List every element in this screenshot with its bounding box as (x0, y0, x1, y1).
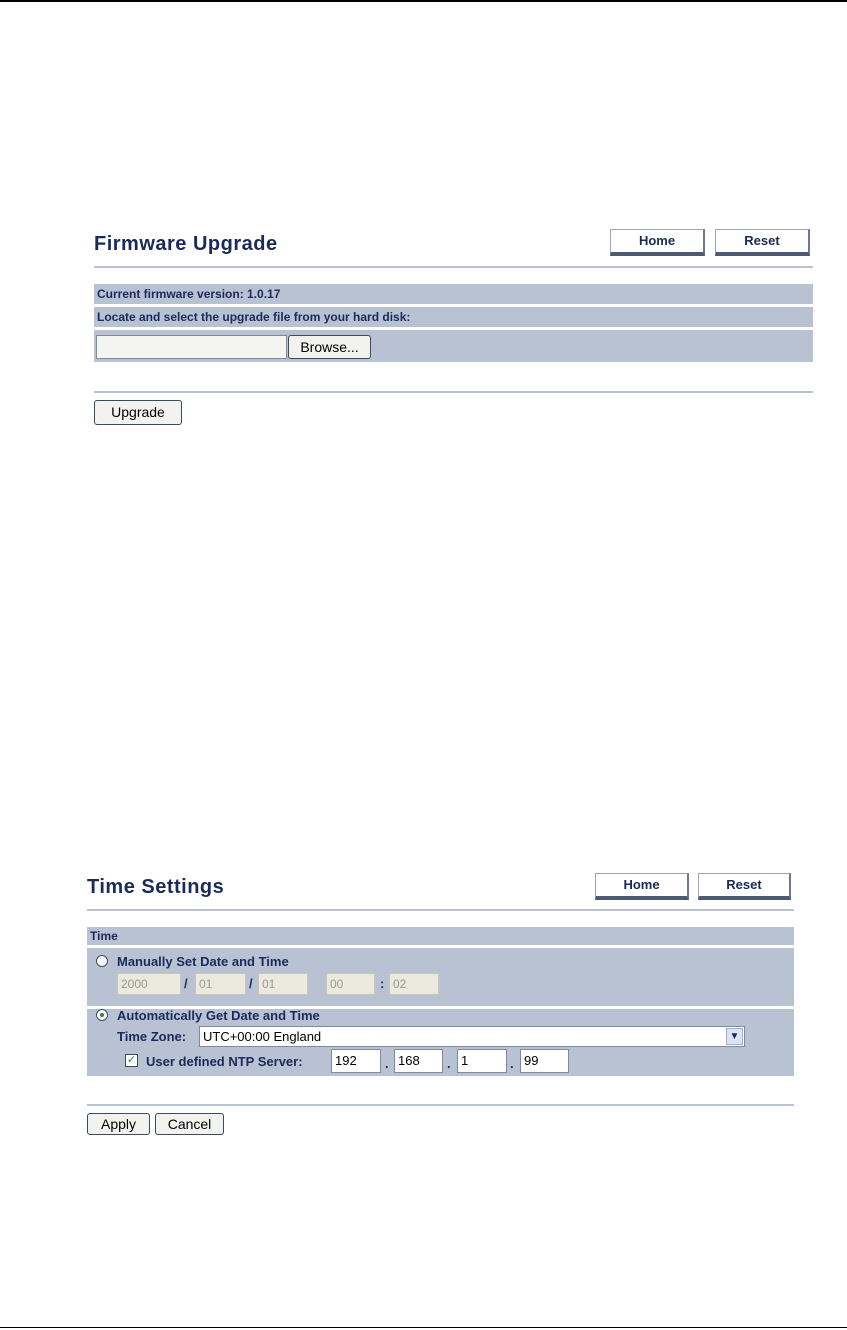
manual-month-input[interactable]: 01 (195, 973, 246, 995)
ntp-octet-2-input[interactable]: 168 (394, 1049, 443, 1073)
firmware-home-button[interactable]: Home (610, 229, 705, 256)
firmware-title: Firmware Upgrade (94, 233, 278, 255)
time-header-divider (87, 909, 794, 911)
firmware-locate-row (94, 307, 813, 327)
firmware-header-divider (94, 266, 813, 268)
cancel-button[interactable]: Cancel (155, 1113, 224, 1135)
firmware-version-row (94, 284, 813, 304)
page-top-rule (0, 0, 847, 2)
timezone-value: UTC+00:00 England (203, 1029, 322, 1044)
firmware-reset-button[interactable]: Reset (715, 229, 810, 256)
ntp-octet-4-input[interactable]: 99 (520, 1049, 569, 1073)
page-bottom-rule (0, 1327, 847, 1328)
chevron-down-icon[interactable]: ▼ (726, 1028, 743, 1045)
auto-time-radio[interactable] (96, 1009, 108, 1021)
timezone-label: Time Zone: (117, 1029, 187, 1044)
time-home-button[interactable]: Home (595, 873, 689, 900)
ntp-checkbox[interactable]: ✓ (126, 1054, 137, 1066)
manual-minute-input[interactable]: 02 (389, 973, 439, 995)
firmware-footer-divider (94, 391, 813, 393)
ntp-server-label: User defined NTP Server: (146, 1054, 303, 1069)
time-separator: : (380, 976, 385, 991)
time-section-label: Time (90, 929, 118, 943)
manual-time-label: Manually Set Date and Time (117, 954, 289, 969)
date-separator: / (184, 976, 188, 991)
ip-dot-separator: . (385, 1056, 389, 1071)
timezone-select[interactable] (199, 1026, 745, 1047)
manual-day-input[interactable]: 01 (258, 973, 308, 995)
time-reset-button[interactable]: Reset (698, 873, 791, 900)
ip-dot-separator: . (510, 1056, 514, 1071)
time-footer-divider (87, 1104, 794, 1106)
firmware-file-input[interactable] (96, 335, 287, 359)
ntp-octet-3-input[interactable]: 1 (457, 1049, 507, 1073)
apply-button[interactable]: Apply (87, 1113, 150, 1135)
manual-time-radio[interactable] (96, 955, 108, 967)
time-section-row (87, 927, 794, 945)
browse-button[interactable]: Browse... (288, 335, 371, 359)
ip-dot-separator: . (447, 1056, 451, 1071)
firmware-version-label: Current firmware version: 1.0.17 (97, 287, 281, 301)
manual-year-input[interactable]: 2000 (117, 973, 181, 995)
ntp-octet-1-input[interactable]: 192 (331, 1049, 381, 1073)
date-separator: / (249, 976, 253, 991)
manual-hour-input[interactable]: 00 (326, 973, 375, 995)
firmware-locate-label: Locate and select the upgrade file from your hard disk: (97, 310, 411, 324)
upgrade-button[interactable]: Upgrade (94, 400, 182, 425)
time-title: Time Settings (87, 876, 225, 898)
auto-time-label: Automatically Get Date and Time (117, 1008, 320, 1023)
